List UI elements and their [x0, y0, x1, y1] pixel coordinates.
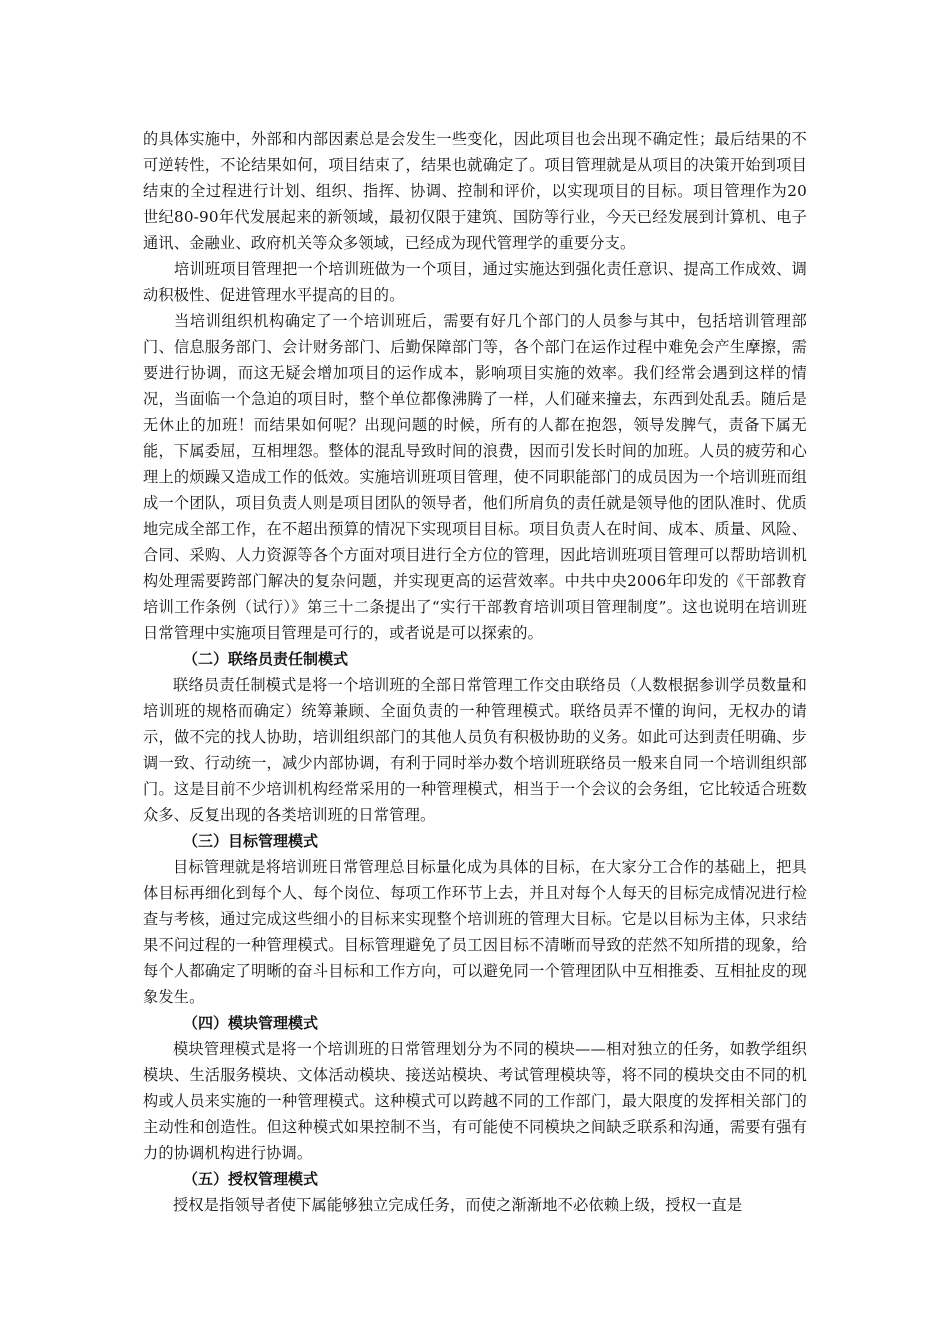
section-heading-module-management: （四）模块管理模式: [183, 1014, 319, 1032]
section-heading-objective-management: （三）目标管理模式: [183, 832, 319, 850]
paragraph-objective-management: 目标管理就是将培训班日常管理总目标量化成为具体的目标，在大家分工合作的基础上，把具体目标再细化到每个人、每个岗位、每项工作环节上去，并且对每个人每天的目标完成情况进行检查与考核，通过完成这些细小的目标来实现整个培训班的管理大目标。它是以目标为主体，只求结果不问过程的一种管理模式。目标管理避免了员工因目标不清晰而导致的茫然不知所措的现象，给每个人都确定了明晰的奋斗目标和工作方向，可以避免同一个管理团队中互相推委、互相扯皮的现象发生。: [143, 858, 807, 1006]
document-body: [143, 126, 807, 1218]
paragraph-training-project-management: 培训班项目管理把一个培训班做为一个项目，通过实施达到强化责任意识、提高工作成效、调动积极性、促进管理水平提高的目的。: [143, 260, 807, 304]
section-heading-authorization-management: （五）授权管理模式: [183, 1170, 319, 1188]
paragraph-department-coordination: 当培训组织机构确定了一个培训班后，需要有好几个部门的人员参与其中，包括培训管理部门、信息服务部门、会计财务部门、后勤保障部门等，各个部门在运作过程中难免会产生摩擦，需要进行协调，而这无疑会增加项目的运作成本，影响项目实施的效率。我们经常会遇到这样的情况，当面临一个急迫的项目时，整个单位都像沸腾了一样，人们碰来撞去，东西到处乱丢。随后是无休止的加班！而结果如何呢？出现问题的时候，所有的人都在抱怨，领导发脾气，责备下属无能，下属委屈，互相埋怨。整体的混乱导致时间的浪费，因而引发长时间的加班。人员的疲劳和心理上的烦躁又造成工作的低效。实施培训班项目管理，使不同职能部门的成员因为一个培训班而组成一个团队，项目负责人则是项目团队的领导者，他们所肩负的责任就是领导他的团队准时、优质地完成全部工作，在不超出预算的情况下实现项目目标。项目负责人在时间、成本、质量、风险、合同、采购、人力资源等各个方面对项目进行全方位的管理，因此培训班项目管理可以帮助培训机构处理需要跨部门解决的复杂问题，并实现更高的运营效率。中共中央2006年印发的《干部教育培训工作条例（试行）》第三十二条提出了“实行干部教育培训项目管理制度”。这也说明在培训班日常管理中实施项目管理是可行的，或者说是可以探索的。: [143, 312, 807, 642]
paragraph-liaison-responsibility: 联络员责任制模式是将一个培训班的全部日常管理工作交由联络员（人数根据参训学员数量和培训班的规格而确定）统筹兼顾、全面负责的一种管理模式。联络员弄不懂的询问，无权办的请示，做不完的找人协助，培训组织部门的其他人员负有积极协助的义务。如此可达到责任明确、步调一致、行动统一，减少内部协调，有利于同时举办数个培训班联络员一般来自同一个培训组织部门。这是目前不少培训机构经常采用的一种管理模式，相当于一个会议的会务组，它比较适合班数众多、反复出现的各类培训班的日常管理。: [143, 676, 807, 824]
paragraph-project-management-intro: 的具体实施中，外部和内部因素总是会发生一些变化，因此项目也会出现不确定性；最后结果的不可逆转性，不论结果如何，项目结束了，结果也就确定了。项目管理就是从项目的决策开始到项目结束的全过程进行计划、组织、指挥、协调、控制和评价，以实现项目的目标。项目管理作为20世纪80-90年代发展起来的新领域，最初仅限于建筑、国防等行业，今天已经发展到计算机、电子通讯、金融业、政府机关等众多领域，已经成为现代管理学的重要分支。: [143, 130, 807, 252]
paragraph-module-management: 模块管理模式是将一个培训班的日常管理划分为不同的模块——相对独立的任务，如教学组织模块、生活服务模块、文体活动模块、接送站模块、考试管理模块等，将不同的模块交由不同的机构或人员来实施的一种管理模式。这种模式可以跨越不同的工作部门，最大限度的发挥相关部门的主动性和创造性。但这种模式如果控制不当，有可能使不同模块之间缺乏联系和沟通，需要有强有力的协调机构进行协调。: [143, 1040, 807, 1162]
paragraph-authorization-management: 授权是指领导者使下属能够独立完成任务，而使之渐渐地不必依赖上级，授权一直是: [173, 1196, 743, 1214]
section-heading-liaison-responsibility: （二）联络员责任制模式: [183, 650, 349, 668]
